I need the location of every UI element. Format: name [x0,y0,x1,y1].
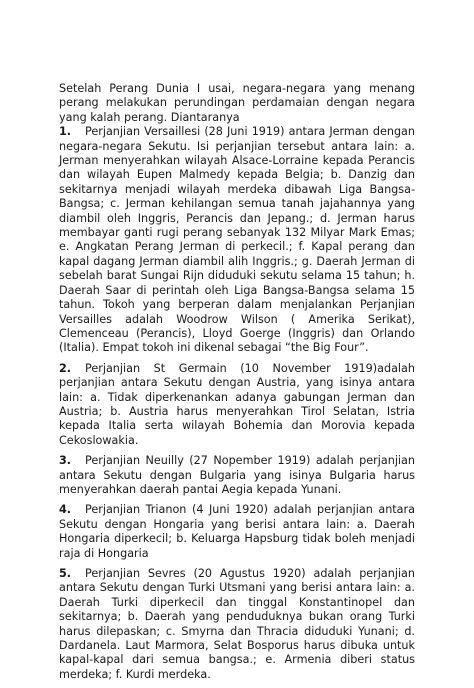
item-number: 5. [59,567,72,580]
item-text: Perjanjian Versaillesi (28 Juni 1919) antara Jerman dengan negara-negara Sekutu. Isi perjanjian tersebut antara lain: a. Jerman menyerahkan wilayah Alsace-Lorraine kepada Perancis dan wilayah Eupen Malmedy kepada Belgia; b. Danzig dan sekitarnya menjadi wilayah merdeka dibawah Liga Bangsa-Bangsa; c. Jerman kehilangan semua tanah jajahannya yang diambil oleh Inggris, Perancis dan Jepang.; d. Jerman harus membayar ganti rugi perang sebanyak 132 Milyar Mark Emas; e. Angkatan Perang Jerman di perkecil.; f. Kapal perang dan kapal dagang Jerman diambil alih Inggris.; g. Daerah Jerman di sebelah barat Sungai Rijn diduduki sekutu selama 15 tahun; h. Daerah Saar di perintah oleh Liga Bangsa-Bangsa selama 15 tahun. Tokoh yang berperan dalam menjalankan Perjanjian Versailles adalah Woodrow Wilson ( Amerika Serikat), Clemenceau (Perancis), Lloyd Goerge (Inggris) dan Orlando (Italia). Empat tokoh ini dikenal sebagai “the Big Four”. [59,125,415,355]
list-item [59,503,415,561]
item-number: 1. [59,125,72,139]
item-number: 4. [59,503,72,517]
item-text: Perjanjian Neuilly (27 Nopember 1919) adalah perjanjian antara Sekutu dengan Bulgaria yang isinya Bulgaria harus menyerahkan daerah pantai Aegia kepada Yunani. [59,454,415,496]
item-text: Perjanjian Sevres (20 Agustus 1920) adalah perjanjian antara Sekutu dengan Turki Utsmani yang berisi antara lain: a. Daerah Turki diperkecil dan tinggal Konstantinopel dan sekitarnya; b. Daerah yang penduduknya bukan orang Turki harus dilepaskan; c. Smyrna dan Thracia diduduki Yunani; d. Dardanela. Laut Marmora, Selat Bosporus harus dibuka untuk kapal-kapal dari semua bangsa.; e. Armenia diberi status merdeka; f. Kurdi merdeka. [59,567,415,681]
item-number: 3. [59,454,72,468]
item-number: 2. [59,361,72,375]
document-page [59,82,415,688]
item-text: Perjanjian St Germain (10 November 1919)adalah perjanjian antara Sekutu dengan Austria, yang isinya antara lain: a. Tidak diperkenankan adanya gabungan Jerman dan Austria; b. Austria harus menyerahkan Tirol Selatan, Istria kepada Italia serta wilayah Bohemia dan Morovia kepada Cekoslowakia. [59,361,415,447]
intro-paragraph: Setelah Perang Dunia I usai, negara-negara yang menang perang melakukan perundingan perdamaian dengan negara yang kalah perang. Diantaranya [59,82,415,124]
list-item [59,454,415,497]
list-item [59,567,415,682]
list-item [59,125,415,356]
list-item [59,362,415,448]
item-text: Perjanjian Trianon (4 Juni 1920) adalah perjanjian antara Sekutu dengan Hongaria yang berisi antara lain: a. Daerah Hongaria diperkecil; b. Keluarga Hapsburg tidak boleh menjadi raja di Hongaria [59,503,415,560]
